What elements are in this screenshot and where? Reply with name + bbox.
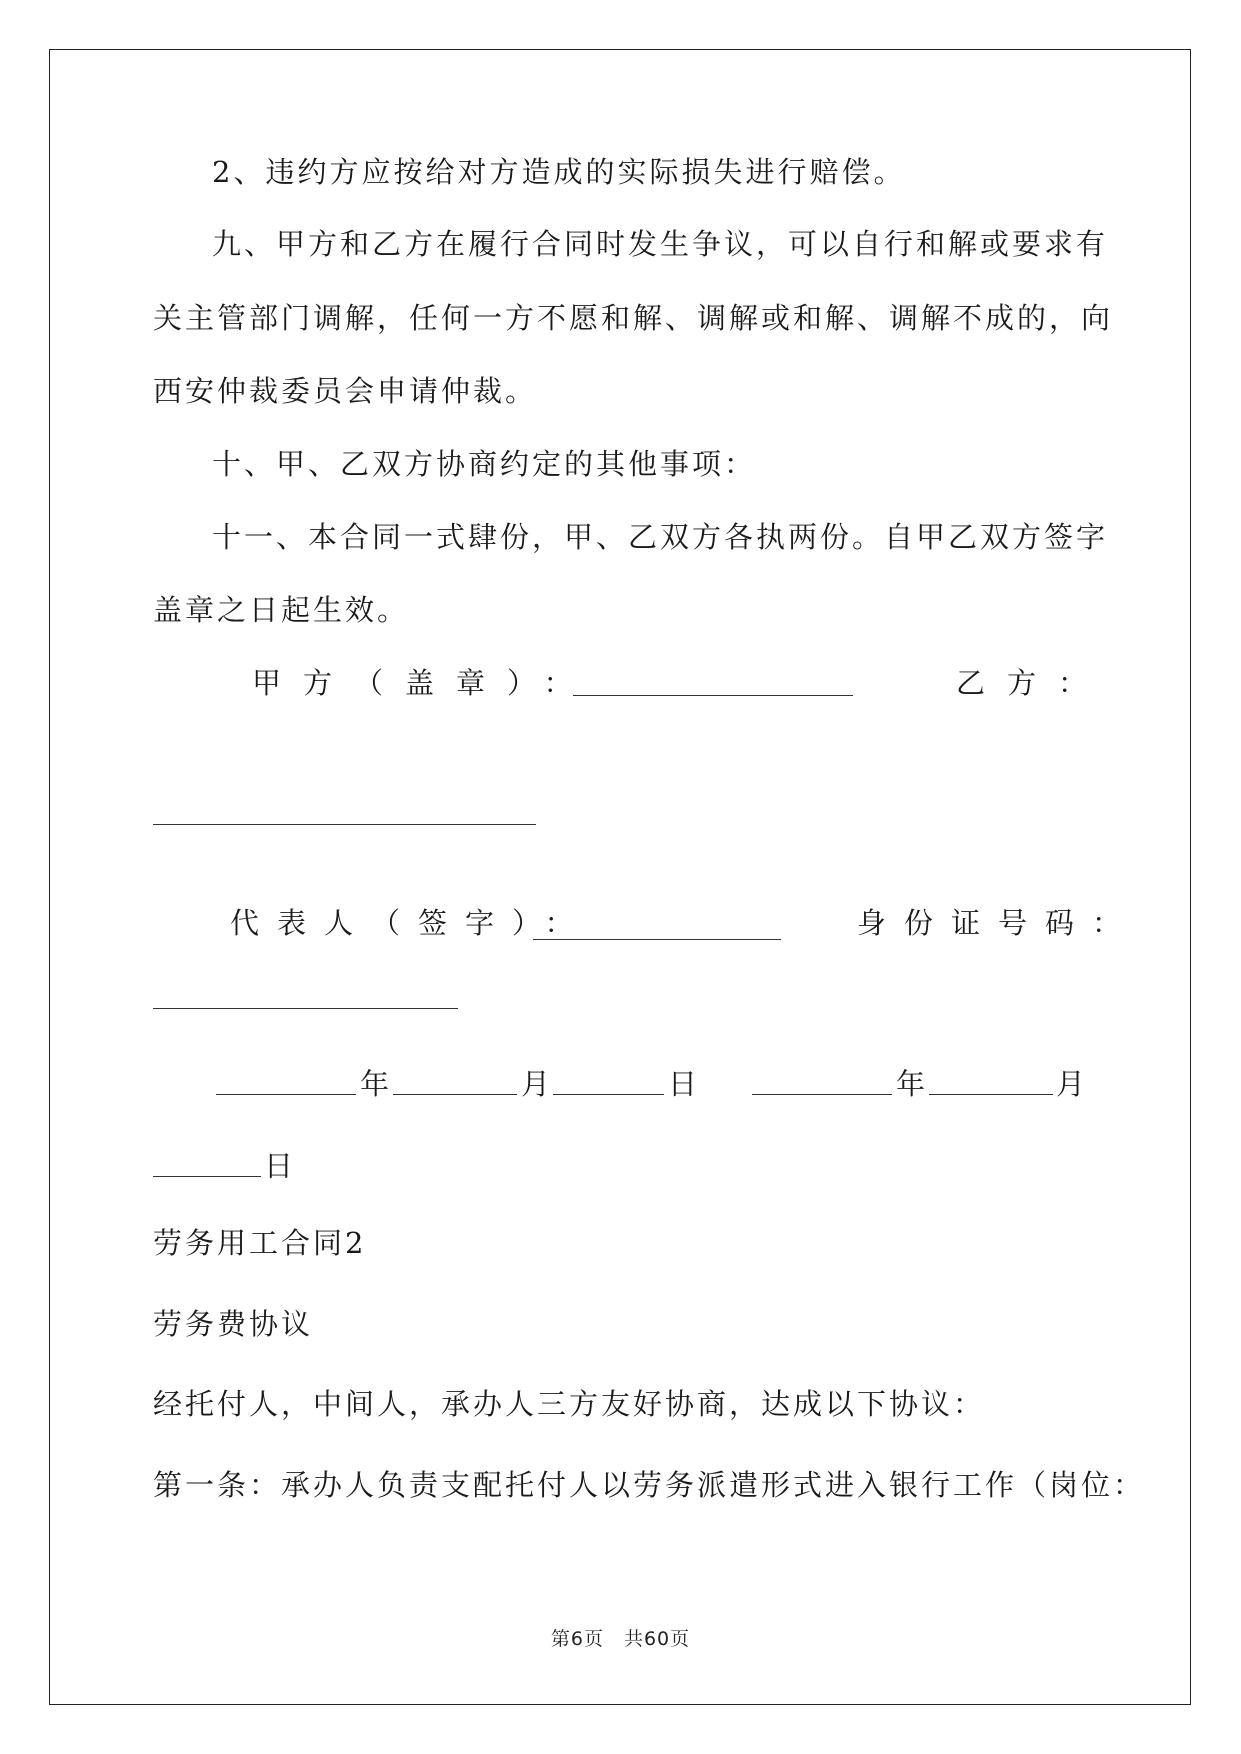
paragraph-dispute-line3: 西安仲裁委员会申请仲裁。 — [153, 374, 538, 408]
representative-label: 代表人（签字）： — [230, 906, 592, 940]
page-number-footer: 第6页 共60页 — [550, 1628, 691, 1650]
year-blank-a — [216, 1094, 356, 1095]
party-a-label: 甲方（盖章）： — [252, 666, 595, 700]
paragraph-dispute-line2: 关主管部门调解，任何一方不愿和解、调解或和解、调解不成的，向 — [153, 301, 1114, 335]
id-number-line — [153, 1008, 458, 1009]
paragraph-breach-compensation: 2、违约方应按给对方造成的实际损失进行赔偿。 — [212, 155, 906, 189]
day-label-a: 日 — [668, 1067, 701, 1101]
year-blank-b — [752, 1094, 892, 1095]
section-subtitle: 劳务费协议 — [153, 1307, 314, 1341]
month-blank-a — [393, 1094, 517, 1095]
paragraph-copies-line1: 十一、本合同一式肆份，甲、乙双方各执两份。自甲乙双方签字 — [212, 520, 1109, 554]
month-label-a: 月 — [521, 1067, 554, 1101]
year-label-a: 年 — [360, 1067, 393, 1101]
party-b-signature-line — [153, 823, 536, 825]
day-label-b: 日 — [264, 1149, 297, 1183]
month-label-b: 月 — [1056, 1067, 1089, 1101]
section-title: 劳务用工合同2 — [153, 1226, 367, 1260]
id-number-label: 身份证号码： — [857, 906, 1140, 940]
representative-signature-line — [533, 939, 781, 940]
paragraph-dispute-line1: 九、甲方和乙方在履行合同时发生争议，可以自行和解或要求有 — [212, 227, 1109, 261]
article-1: 第一条：承办人负责支配托付人以劳务派遣形式进入银行工作（岗位： — [153, 1468, 1146, 1502]
month-blank-b — [929, 1094, 1053, 1095]
paragraph-copies-line2: 盖章之日起生效。 — [153, 593, 410, 627]
day-blank-a — [553, 1094, 664, 1095]
section-intro: 经托付人，中间人，承办人三方友好协商，达成以下协议： — [153, 1387, 986, 1421]
paragraph-other-matters: 十、甲、乙双方协商约定的其他事项： — [212, 447, 757, 481]
year-label-b: 年 — [896, 1067, 929, 1101]
day-blank-b — [153, 1176, 261, 1177]
party-b-label: 乙方： — [956, 666, 1110, 700]
party-a-signature-line — [573, 667, 853, 696]
